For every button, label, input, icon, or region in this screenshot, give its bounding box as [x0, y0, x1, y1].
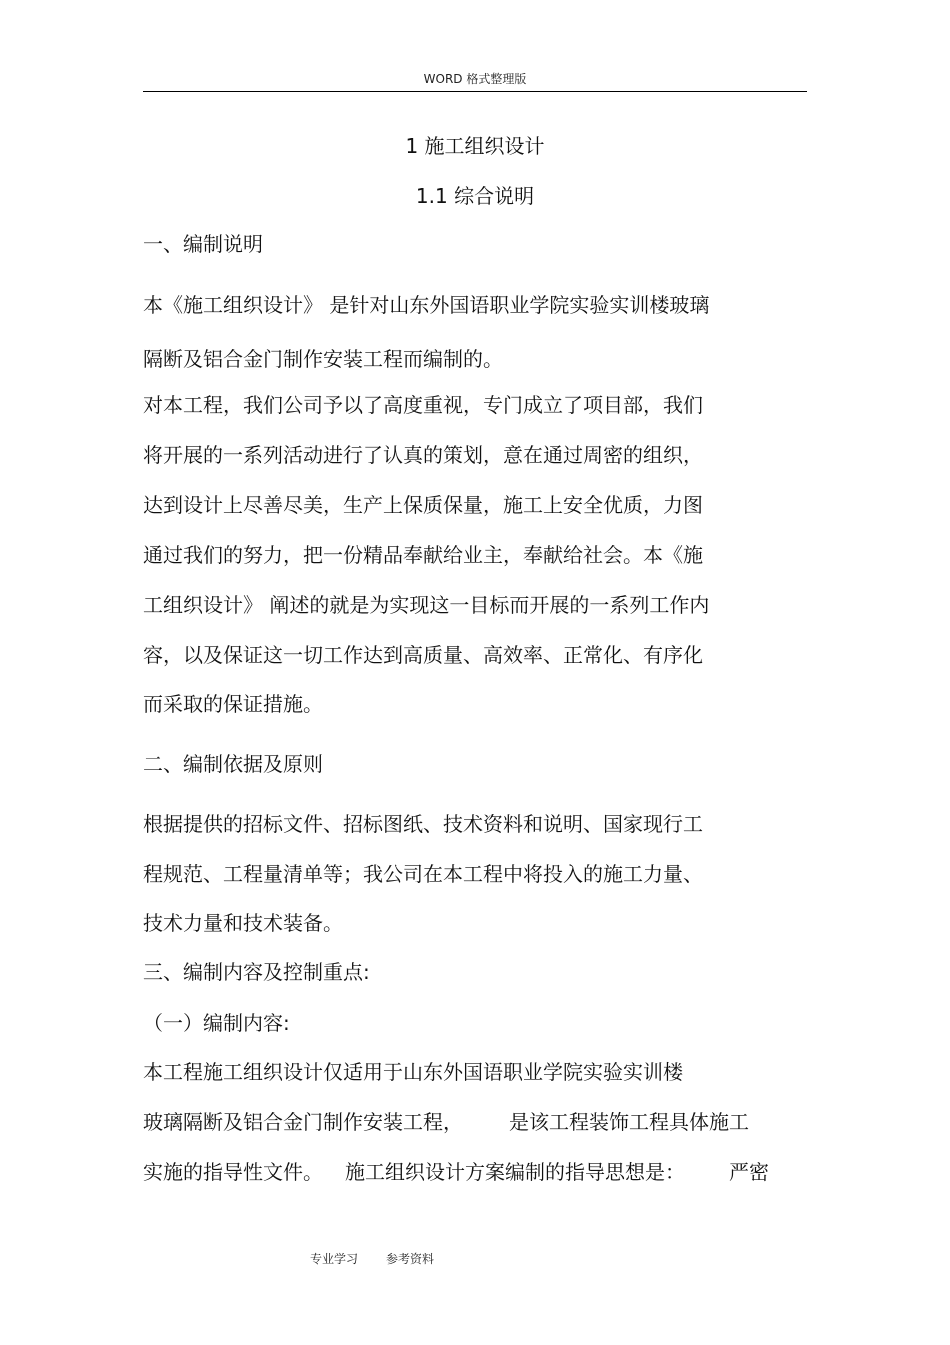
text-segment: 施工组织设计方案编制的指导思想是： — [345, 1160, 685, 1184]
section2-heading: 二、编制依据及原则 — [143, 752, 323, 776]
section1-heading: 一、编制说明 — [143, 232, 263, 256]
paragraph-line: 工组织设计》 阐述的就是为实现这一目标而开展的一系列工作内 — [143, 593, 710, 617]
paragraph-line: 达到设计上尽善尽美，生产上保质保量，施工上安全优质，力图 — [143, 493, 703, 517]
text-segment: 是该工程装饰工程具体施工 — [509, 1110, 749, 1134]
paragraph-line: 程规范、工程量清单等；我公司在本工程中将投入的施工力量、 — [143, 862, 703, 886]
chapter-title: 1 施工组织设计 — [405, 134, 545, 158]
paragraph-line: 隔断及铝合金门制作安装工程而编制的。 — [143, 347, 503, 371]
text-segment: 玻璃隔断及铝合金门制作安装工程， — [143, 1110, 463, 1134]
subsection-heading: （一）编制内容: — [143, 1011, 290, 1035]
page-header: WORD 格式整理版 — [423, 72, 527, 86]
section-title: 1.1 综合说明 — [415, 184, 535, 208]
paragraph-line: 本《施工组织设计》 是针对山东外国语职业学院实验实训楼玻璃 — [143, 293, 710, 317]
paragraph-line: 将开展的一系列活动进行了认真的策划，意在通过周密的组织， — [143, 443, 703, 467]
paragraph-line: 而采取的保证措施。 — [143, 692, 323, 716]
text-segment: 严密 — [729, 1160, 769, 1184]
paragraph-line — [143, 1160, 769, 1184]
paragraph-line: 根据提供的招标文件、招标图纸、技术资料和说明、国家现行工 — [143, 812, 703, 836]
footer-left-text: 专业学习 — [310, 1252, 359, 1266]
page-footer — [310, 1250, 434, 1267]
header-rule — [143, 91, 807, 92]
paragraph-line: 通过我们的努力，把一份精品奉献给业主，奉献给社会。本《施 — [143, 543, 703, 567]
paragraph-line: 对本工程，我们公司予以了高度重视，专门成立了项目部，我们 — [143, 393, 703, 417]
text-segment: 实施的指导性文件。 — [143, 1160, 323, 1184]
paragraph-line: 本工程施工组织设计仅适用于山东外国语职业学院实验实训楼 — [143, 1060, 683, 1084]
paragraph-line: 容，以及保证这一切工作达到高质量、高效率、正常化、有序化 — [143, 643, 703, 667]
section3-heading: 三、编制内容及控制重点: — [143, 960, 370, 984]
paragraph-line — [143, 1110, 749, 1134]
paragraph-line: 技术力量和技术装备。 — [143, 911, 343, 935]
footer-right-text: 参考资料 — [386, 1252, 435, 1266]
